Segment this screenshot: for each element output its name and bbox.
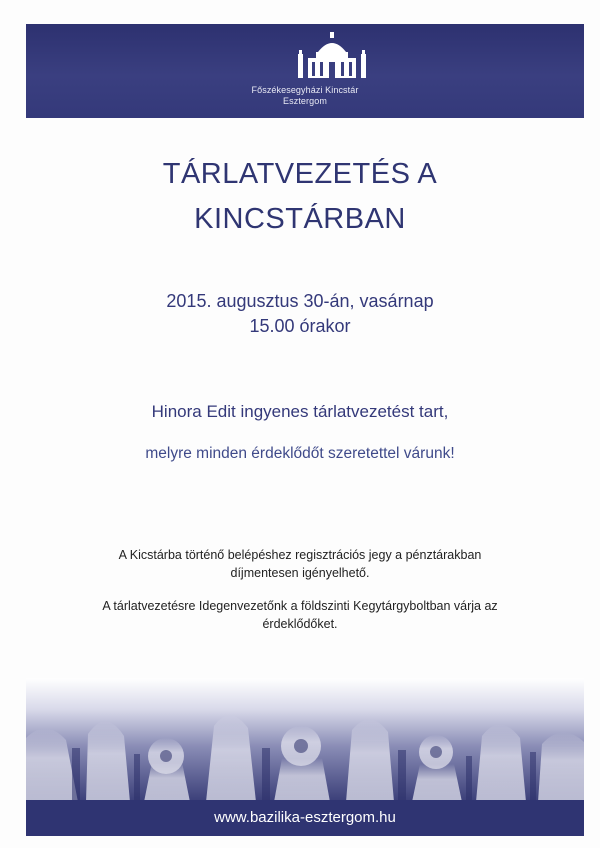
basilica-logo-icon xyxy=(294,32,370,80)
ticket-info-line2: díjmentesen igényelhető. xyxy=(230,566,370,580)
header-band xyxy=(26,24,584,118)
meeting-info-line1: A tárlatvezetésre Idegenvezetőnk a földszinti Kegytárgyboltban várja az xyxy=(102,599,498,613)
event-date: 2015. augusztus 30-án, vasárnap xyxy=(166,291,434,311)
meeting-info-line2: érdeklődőket. xyxy=(262,617,338,631)
page-title-line1: TÁRLATVEZETÉS A xyxy=(162,158,438,190)
org-city: Esztergom xyxy=(283,96,327,106)
event-time: 15.00 órakor xyxy=(249,316,351,336)
invitation-text: melyre minden érdeklődőt szeretettel várunk! xyxy=(145,445,455,462)
page-title-line2: KINCSTÁRBAN xyxy=(194,203,406,235)
footer-band xyxy=(26,800,584,836)
ticket-info-line1: A Kicstárba történő belépéshez regisztrációs jegy a pénztárakban xyxy=(118,548,482,562)
org-name: Főszékesegyházi Kincstár xyxy=(251,85,359,95)
guide-announcement: Hinora Edit ingyenes tárlatvezetést tart, xyxy=(151,402,449,421)
treasury-relief-image xyxy=(26,678,584,802)
website-link[interactable]: www.bazilika-esztergom.hu xyxy=(214,809,396,826)
